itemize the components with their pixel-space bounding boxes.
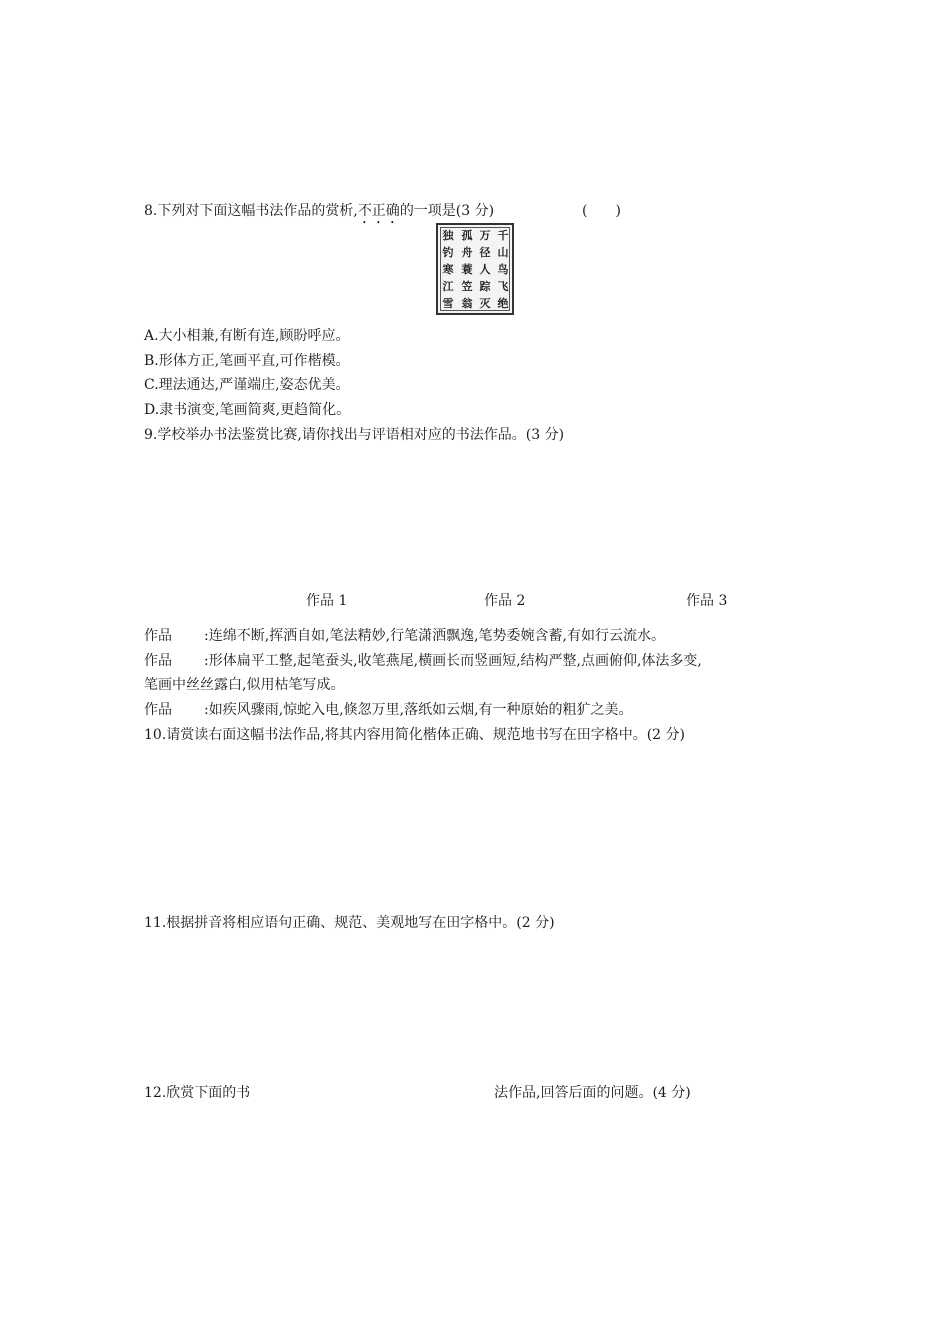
q9-comment-2 <box>144 651 702 671</box>
calligraphy-char: 笠 <box>461 280 473 293</box>
calligraphy-char: 人 <box>479 263 491 276</box>
calligraphy-char: 千 <box>497 229 509 242</box>
comment-label: 作品 <box>144 628 172 644</box>
calligraphy-char: 翁 <box>461 297 473 310</box>
calligraphy-column-4 <box>441 227 455 312</box>
calligraphy-char: 江 <box>442 280 454 293</box>
work-label-2: 作品 2 <box>484 593 526 609</box>
calligraphy-artwork <box>436 223 514 315</box>
calligraphy-char: 径 <box>479 246 491 259</box>
calligraphy-char: 灭 <box>479 297 491 310</box>
comment-label: 作品 <box>144 702 172 718</box>
calligraphy-char: 鸟 <box>497 263 509 276</box>
calligraphy-char: 独 <box>442 229 454 242</box>
calligraphy-char: 踪 <box>479 280 491 293</box>
q9-title: 9.学校举办书法鉴赏比赛,请你找出与评语相对应的书法作品。(3 分) <box>144 427 565 443</box>
q10-title: 10.请赏读右面这幅书法作品,将其内容用简化楷体正确、规范地书写在田字格中。(2 分) <box>144 727 685 743</box>
calligraphy-char: 雪 <box>442 297 454 310</box>
comment-text: :连绵不断,挥洒自如,笔法精妙,行笔潇洒飘逸,笔势委婉含蓄,有如行云流水。 <box>204 628 665 644</box>
work-label-1: 作品 1 <box>306 593 348 609</box>
work-label-3: 作品 3 <box>686 593 728 609</box>
q8-option-a: A.大小相兼,有断有连,顾盼呼应。 <box>144 328 350 344</box>
q9-comment-3 <box>144 700 633 720</box>
calligraphy-char: 飞 <box>497 280 509 293</box>
answer-parenthesis: ( ) <box>582 203 621 219</box>
calligraphy-column-2 <box>478 227 492 312</box>
q8-option-b: B.形体方正,笔画平直,可作楷模。 <box>144 353 350 369</box>
calligraphy-column-1 <box>496 227 510 312</box>
calligraphy-char: 万 <box>479 229 491 242</box>
comment-text: :形体扁平工整,起笔蚕头,收笔燕尾,横画长而竖画短,结构严整,点画俯仰,体法多变, <box>204 653 702 669</box>
q8-option-d: D.隶书演变,笔画简爽,更趋简化。 <box>144 402 351 418</box>
calligraphy-char: 舟 <box>461 246 473 259</box>
calligraphy-char: 寒 <box>442 263 454 276</box>
calligraphy-char: 蓑 <box>461 263 473 276</box>
comment-label: 作品 <box>144 653 172 669</box>
calligraphy-char: 绝 <box>497 297 509 310</box>
q8-title-emphasis: 不正确 <box>357 203 400 219</box>
calligraphy-char: 山 <box>497 246 509 259</box>
q8-title-prefix: 8.下列对下面这幅书法作品的赏析, <box>144 203 358 219</box>
comment-text: :如疾风骤雨,惊蛇入电,倏忽万里,落纸如云烟,有一种原始的粗犷之美。 <box>204 702 633 718</box>
q11-title: 11.根据拼音将相应语句正确、规范、美观地写在田字格中。(2 分) <box>144 915 555 931</box>
q8-title-suffix: 的一项是(3 分) <box>399 203 495 219</box>
calligraphy-column-3 <box>460 227 474 312</box>
q9-comment-2-cont: 笔画中丝丝露白,似用枯笔写成。 <box>144 677 345 693</box>
q8-option-c: C.理法通达,严谨端庄,姿态优美。 <box>144 377 350 393</box>
q12-title-part1: 12.欣赏下面的书 <box>144 1085 251 1101</box>
q9-comment-1 <box>144 626 665 646</box>
q12-title-part2: 法作品,回答后面的问题。(4 分) <box>494 1085 691 1101</box>
calligraphy-char: 钓 <box>442 246 454 259</box>
calligraphy-char: 孤 <box>461 229 473 242</box>
